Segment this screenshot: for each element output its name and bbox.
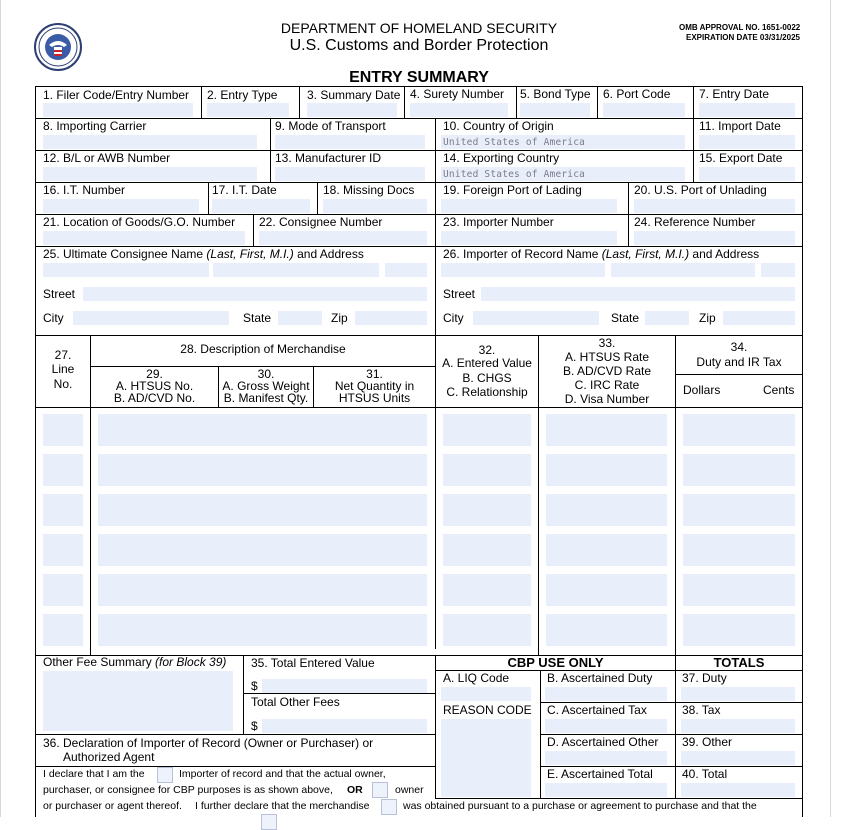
htsus-no-header-a: A. HTSUS No. [115, 379, 194, 393]
duty-tax-field-row-5[interactable] [683, 574, 795, 606]
mode-of-transport-label: 9. Mode of Transport [275, 119, 386, 133]
htsus-rate-header-d: D. Visa Number [564, 392, 650, 406]
gross-weight-header-num: 30. [257, 367, 275, 381]
line-no-field-row-5[interactable] [43, 574, 83, 606]
description-field-row-1[interactable] [98, 414, 427, 446]
summary-date-label: 3. Summary Date [307, 88, 401, 102]
importer-zip-label: Zip [699, 311, 716, 325]
declaration-line1a: I declare that I am the [43, 768, 145, 780]
consignee-mi-field[interactable] [385, 263, 427, 277]
declaration-title-line1: 36. Declaration of Importer of Record (Owner or Purchaser) or [43, 736, 374, 750]
line-no-header-no: No. [53, 377, 73, 391]
entered-value-header-b: B. CHGS [462, 371, 512, 385]
importer-street-field[interactable] [481, 287, 795, 301]
ultimate-consignee-label: 25. Ultimate Consignee Name (Last, First, M.I.) and Address [43, 247, 364, 261]
consignee-city-label: City [43, 311, 64, 325]
duty-tax-field-row-4[interactable] [683, 534, 795, 566]
rate-field-row-3[interactable] [546, 494, 667, 526]
department-heading: DEPARTMENT OF HOMELAND SECURITY [280, 20, 558, 36]
total-entered-value-dollar: $ [251, 679, 258, 693]
rate-field-row-6[interactable] [546, 614, 667, 646]
ascertained-duty-field[interactable] [545, 687, 667, 701]
entered-value-field-row-6[interactable] [443, 614, 531, 646]
rate-field-row-2[interactable] [546, 454, 667, 486]
other-fee-summary-label: Other Fee Summary (for Block 39) [43, 655, 227, 669]
htsus-rate-header-b: B. AD/CVD Rate [562, 364, 652, 378]
import-date-label: 11. Import Date [699, 119, 781, 133]
ascertained-other-field[interactable] [545, 751, 667, 765]
bond-type-field[interactable] [520, 103, 590, 117]
exporting-country-label: 14. Exporting Country [443, 151, 560, 165]
total-entered-value-field[interactable] [262, 679, 427, 693]
manufacturer-id-label: 13. Manufacturer ID [275, 151, 382, 165]
manufacturer-id-field[interactable] [275, 167, 425, 181]
consignee-street-label: Street [43, 287, 76, 301]
entry-date-label: 7. Entry Date [699, 87, 770, 101]
rate-field-row-4[interactable] [546, 534, 667, 566]
duty-tax-header-num: 34. [730, 340, 748, 354]
totals-heading: TOTALS [713, 655, 765, 670]
ascertained-tax-field[interactable] [545, 719, 667, 733]
rate-field-row-1[interactable] [546, 414, 667, 446]
next-line-checkbox[interactable] [261, 814, 277, 830]
purchase-checkbox[interactable] [381, 799, 397, 815]
line-no-field-row-1[interactable] [43, 414, 83, 446]
importer-of-record-checkbox[interactable] [157, 767, 173, 783]
consignee-city-field[interactable] [73, 311, 229, 325]
tax-total-label: 38. Tax [682, 703, 721, 717]
consignee-last-name-field[interactable] [43, 263, 209, 277]
duty-total-label: 37. Duty [682, 671, 727, 685]
grand-total-label: 40. Total [682, 767, 728, 781]
importer-street-label: Street [443, 287, 476, 301]
duty-tax-header-label: Duty and IR Tax [696, 355, 782, 369]
line-no-header-num: 27. [54, 348, 72, 362]
description-field-row-4[interactable] [98, 534, 427, 566]
importer-city-field[interactable] [473, 311, 599, 325]
htsus-rate-header-a: A. HTSUS Rate [564, 350, 650, 364]
entered-value-header-num: 32. [478, 343, 496, 357]
consignee-state-field[interactable] [278, 311, 322, 325]
htsus-no-header-num: 29. [146, 367, 163, 381]
import-date-field[interactable] [699, 135, 795, 149]
importer-city-label: City [443, 311, 464, 325]
export-date-field[interactable] [699, 167, 795, 181]
omb-approval: OMB APPROVAL NO. 1651-0022 [679, 23, 801, 32]
form-title: ENTRY SUMMARY [349, 69, 489, 86]
expiration-date: EXPIRATION DATE 03/31/2025 [686, 33, 800, 42]
consignee-zip-field[interactable] [355, 311, 427, 325]
declaration-title-line2: Authorized Agent [63, 750, 155, 764]
missing-docs-field[interactable] [323, 199, 427, 213]
line-no-field-row-3[interactable] [43, 494, 83, 526]
port-code-label: 6. Port Code [603, 87, 671, 101]
entry-type-field[interactable] [207, 103, 289, 117]
reason-code-label: REASON CODE [443, 703, 532, 717]
consignee-first-name-field[interactable] [213, 263, 379, 277]
cents-header: Cents [763, 383, 795, 397]
country-of-origin-value: United States of America [443, 137, 586, 148]
total-other-fees-label: Total Other Fees [251, 695, 340, 709]
gross-weight-header-b: B. Manifest Qty. [223, 391, 309, 405]
dhs-seal-logo [34, 23, 82, 71]
description-field-row-6[interactable] [98, 614, 427, 646]
htsus-rate-header-c: C. IRC Rate [574, 378, 640, 392]
exporting-country-value: United States of America [443, 169, 586, 180]
ascertained-total-label: E. Ascertained Total [547, 767, 653, 781]
consignee-street-field[interactable] [83, 287, 427, 301]
other-total-field[interactable] [681, 751, 795, 765]
htsus-rate-header-num: 33. [598, 336, 616, 350]
importing-carrier-field[interactable] [43, 135, 257, 149]
duty-tax-field-row-1[interactable] [683, 414, 795, 446]
declaration-line1b: Importer of record and that the actual owner, [179, 768, 386, 780]
duty-tax-field-row-2[interactable] [683, 454, 795, 486]
importer-first-name-field[interactable] [611, 263, 755, 277]
reason-code-field[interactable] [441, 719, 531, 797]
duty-total-field[interactable] [681, 687, 795, 701]
owner-checkbox[interactable] [372, 782, 388, 798]
entered-value-header-a: A. Entered Value [442, 356, 532, 370]
importer-number-label: 23. Importer Number [443, 215, 554, 229]
liq-code-field[interactable] [441, 687, 531, 701]
importer-mi-field[interactable] [761, 263, 795, 277]
entry-date-field[interactable] [699, 103, 795, 117]
duty-tax-field-row-3[interactable] [683, 494, 795, 526]
bl-awb-label: 12. B/L or AWB Number [43, 151, 171, 165]
entered-value-header-c: C. Relationship [446, 385, 528, 399]
bond-type-label: 5. Bond Type [520, 87, 591, 101]
declaration-line3c: was obtained pursuant to a purchase or agreement to purchase and that the [403, 800, 757, 812]
line-no-field-row-4[interactable] [43, 534, 83, 566]
ascertained-other-label: D. Ascertained Other [547, 735, 659, 749]
entered-value-field-row-2[interactable] [443, 454, 531, 486]
surety-number-label: 4. Surety Number [410, 87, 505, 101]
location-of-goods-field[interactable] [43, 231, 245, 245]
surety-number-field[interactable] [410, 103, 508, 117]
tax-total-field[interactable] [681, 719, 795, 733]
declaration-line2a: purchaser, or consignee for CBP purposes is as shown above, [43, 784, 333, 796]
bl-awb-field[interactable] [43, 167, 257, 181]
importer-last-name-field[interactable] [441, 263, 605, 277]
importer-state-field[interactable] [645, 311, 689, 325]
consignee-state-label: State [243, 311, 272, 325]
us-port-unlading-label: 20. U.S. Port of Unlading [634, 183, 767, 197]
grand-total-field[interactable] [681, 783, 795, 797]
filer-code-label: 1. Filer Code/Entry Number [43, 88, 190, 102]
location-of-goods-label: 21. Location of Goods/G.O. Number [43, 215, 236, 229]
importer-number-field[interactable] [441, 231, 617, 245]
line-no-field-row-6[interactable] [43, 614, 83, 646]
summary-date-field[interactable] [307, 103, 397, 117]
other-total-label: 39. Other [682, 735, 733, 749]
total-entered-value-label: 35. Total Entered Value [251, 656, 375, 670]
other-fee-summary-field[interactable] [43, 671, 233, 731]
importer-zip-field[interactable] [723, 311, 795, 325]
description-field-row-3[interactable] [98, 494, 427, 526]
foreign-port-lading-field[interactable] [441, 199, 617, 213]
mode-of-transport-field[interactable] [275, 135, 425, 149]
it-date-field[interactable] [212, 199, 310, 213]
htsus-no-header-b: B. AD/CVD No. [113, 391, 196, 405]
duty-tax-field-row-6[interactable] [683, 614, 795, 646]
declaration-line3b: I further declare that the merchandise [195, 800, 370, 812]
entered-value-field-row-5[interactable] [443, 574, 531, 606]
dollars-header: Dollars [683, 383, 721, 397]
it-number-label: 16. I.T. Number [43, 183, 126, 197]
port-code-field[interactable] [603, 103, 685, 117]
entered-value-field-row-3[interactable] [443, 494, 531, 526]
importing-carrier-label: 8. Importing Carrier [43, 119, 147, 133]
entered-value-field-row-4[interactable] [443, 534, 531, 566]
declaration-line2b: owner [395, 784, 424, 796]
filer-code-field[interactable] [43, 103, 193, 117]
description-field-row-2[interactable] [98, 454, 427, 486]
consignee-number-field[interactable] [259, 231, 427, 245]
gross-weight-header-a: A. Gross Weight [222, 379, 310, 393]
description-field-row-5[interactable] [98, 574, 427, 606]
ascertained-duty-label: B. Ascertained Duty [547, 671, 653, 685]
consignee-number-label: 22. Consignee Number [259, 215, 383, 229]
rate-field-row-5[interactable] [546, 574, 667, 606]
total-other-fees-field[interactable] [262, 719, 427, 733]
it-date-label: 17. I.T. Date [212, 183, 277, 197]
reference-number-label: 24. Reference Number [634, 215, 756, 229]
export-date-label: 15. Export Date [699, 151, 783, 165]
country-of-origin-label: 10. Country of Origin [443, 119, 554, 133]
line-no-header-line: Line [51, 362, 75, 376]
entry-type-label: 2. Entry Type [207, 88, 278, 102]
ascertained-total-field[interactable] [545, 783, 667, 797]
liq-code-label: A. LIQ Code [443, 671, 510, 685]
declaration-or: OR [347, 784, 363, 796]
total-other-fees-dollar: $ [251, 719, 258, 733]
missing-docs-label: 18. Missing Docs [323, 183, 415, 197]
reference-number-field[interactable] [634, 231, 795, 245]
net-quantity-header-a: Net Quantity in [334, 379, 415, 393]
it-number-field[interactable] [43, 199, 199, 213]
net-quantity-header-num: 31. [366, 367, 383, 381]
line-no-field-row-2[interactable] [43, 454, 83, 486]
consignee-zip-label: Zip [331, 311, 348, 325]
net-quantity-header-b: HTSUS Units [338, 391, 411, 405]
ascertained-tax-label: C. Ascertained Tax [547, 703, 647, 717]
importer-of-record-label: 26. Importer of Record Name (Last, First, M.I.) and Address [443, 247, 760, 261]
declaration-line3a: or purchaser or agent thereof. [43, 800, 182, 812]
agency-heading: U.S. Customs and Border Protection [289, 37, 549, 54]
foreign-port-lading-label: 19. Foreign Port of Lading [443, 183, 582, 197]
description-header: 28. Description of Merchandise [180, 342, 346, 356]
importer-state-label: State [611, 311, 640, 325]
entered-value-field-row-1[interactable] [443, 414, 531, 446]
us-port-unlading-field[interactable] [634, 199, 795, 213]
cbp-use-only-heading: CBP USE ONLY [507, 655, 604, 670]
